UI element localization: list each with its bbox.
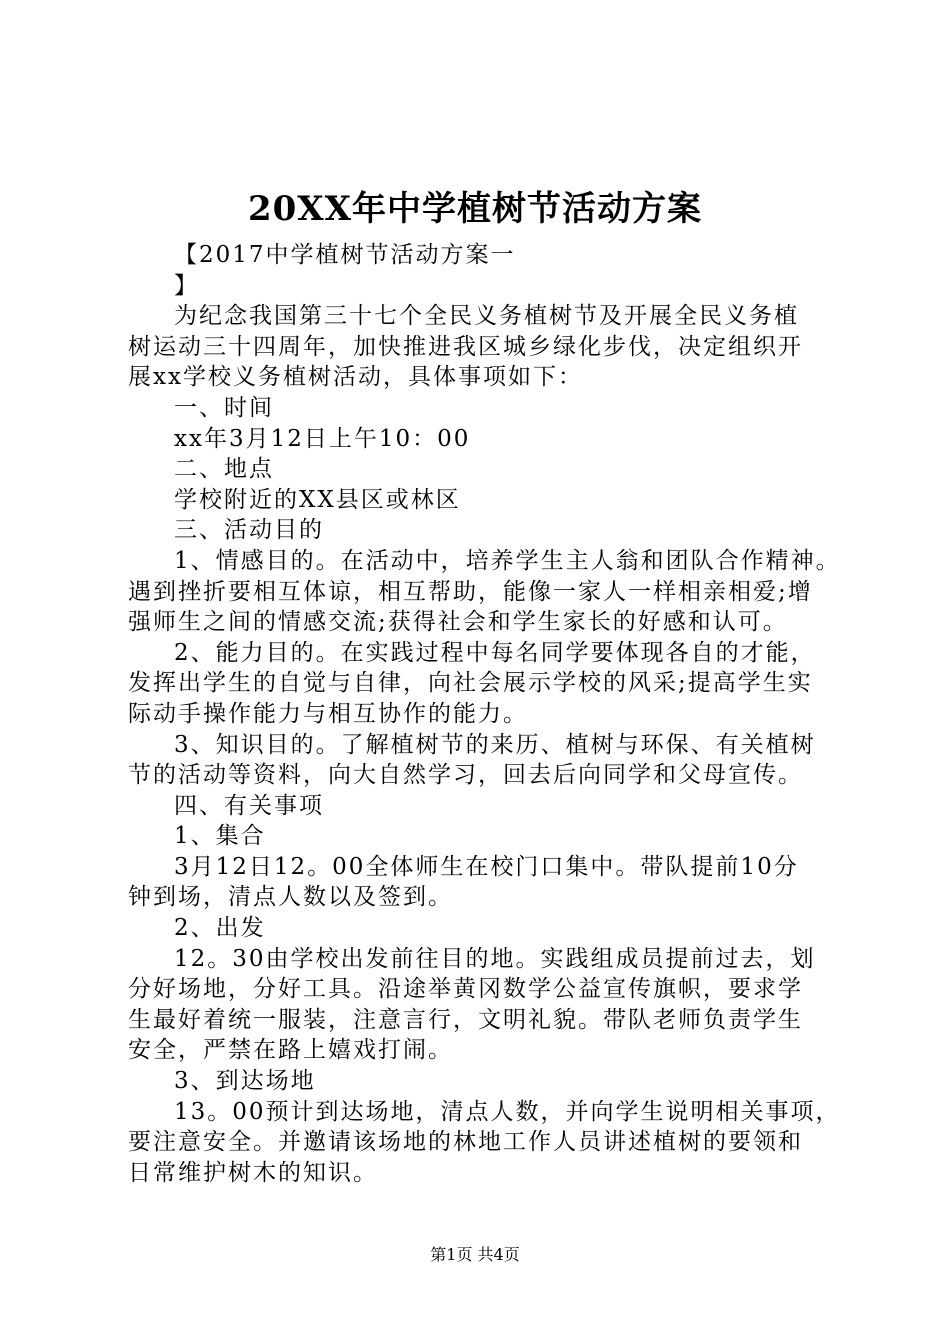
body-line: 四、有关事项 — [174, 792, 324, 819]
body-line: 为纪念我国第三十七个全民义务植树节及开展全民义务植 — [174, 303, 799, 330]
body-line: 钟到场，清点人数以及签到。 — [128, 884, 453, 911]
body-line: 1、集合 — [174, 823, 266, 850]
body-line: 遇到挫折要相互体谅，相互帮助，能像一家人一样相亲相爱;增 — [128, 578, 813, 605]
body-line: 】 — [174, 272, 199, 299]
body-line: 安全，严禁在路上嬉戏打闹。 — [128, 1037, 453, 1064]
body-line: 3月12日12。00全体师生在校门口集中。带队提前10分 — [174, 853, 799, 880]
body-line: 展xx学校义务植树活动，具体事项如下： — [128, 364, 583, 391]
body-line: xx年3月12日上午10：00 — [174, 425, 471, 452]
body-line: 12。30由学校出发前往目的地。实践组成员提前过去，划 — [174, 945, 816, 972]
body-line: 13。00预计到达场地，清点人数，并向学生说明相关事项， — [174, 1098, 841, 1125]
body-line: 3、知识目的。了解植树节的来历、植树与环保、有关植树 — [174, 731, 816, 758]
body-line: 际动手操作能力与相互协作的能力。 — [128, 700, 528, 727]
body-line: 2、能力目的。在实践过程中每名同学要体现各自的才能， — [174, 639, 816, 666]
body-line: 要注意安全。并邀请该场地的林地工作人员讲述植树的要领和 — [128, 1129, 803, 1156]
body-line: 三、活动目的 — [174, 517, 324, 544]
document-title: 20XX年中学植树节活动方案 — [247, 189, 703, 229]
body-line: 树运动三十四周年，加快推进我区城乡绿化步伐，决定组织开 — [128, 333, 803, 360]
body-line: 分好场地，分好工具。沿途举黄冈数学公益宣传旗帜，要求学 — [128, 976, 803, 1003]
body-line: 2、出发 — [174, 915, 266, 942]
body-line: 一、时间 — [174, 394, 274, 421]
body-line: 强师生之间的情感交流;获得社会和学生家长的好感和认可。 — [128, 609, 788, 636]
body-line: 节的活动等资料，向大自然学习，回去后向同学和父母宣传。 — [128, 762, 803, 789]
body-line: 1、情感目的。在活动中，培养学生主人翁和团队合作精神。 — [174, 547, 841, 574]
body-line: 学校附近的XX县区或林区 — [174, 486, 461, 513]
body-line: 【2017中学植树节活动方案一 — [174, 242, 516, 268]
body-line: 发挥出学生的自觉与自律，向社会展示学校的风采;提高学生实 — [128, 670, 813, 697]
body-line: 日常维护树木的知识。 — [128, 1159, 378, 1186]
page-footer: 第1页 共4页 — [430, 1245, 520, 1264]
document-body — [128, 240, 841, 1188]
body-line: 生最好着统一服装，注意言行，文明礼貌。带队老师负责学生 — [128, 1006, 803, 1033]
body-line: 3、到达场地 — [174, 1068, 316, 1095]
body-line: 二、地点 — [174, 456, 274, 483]
